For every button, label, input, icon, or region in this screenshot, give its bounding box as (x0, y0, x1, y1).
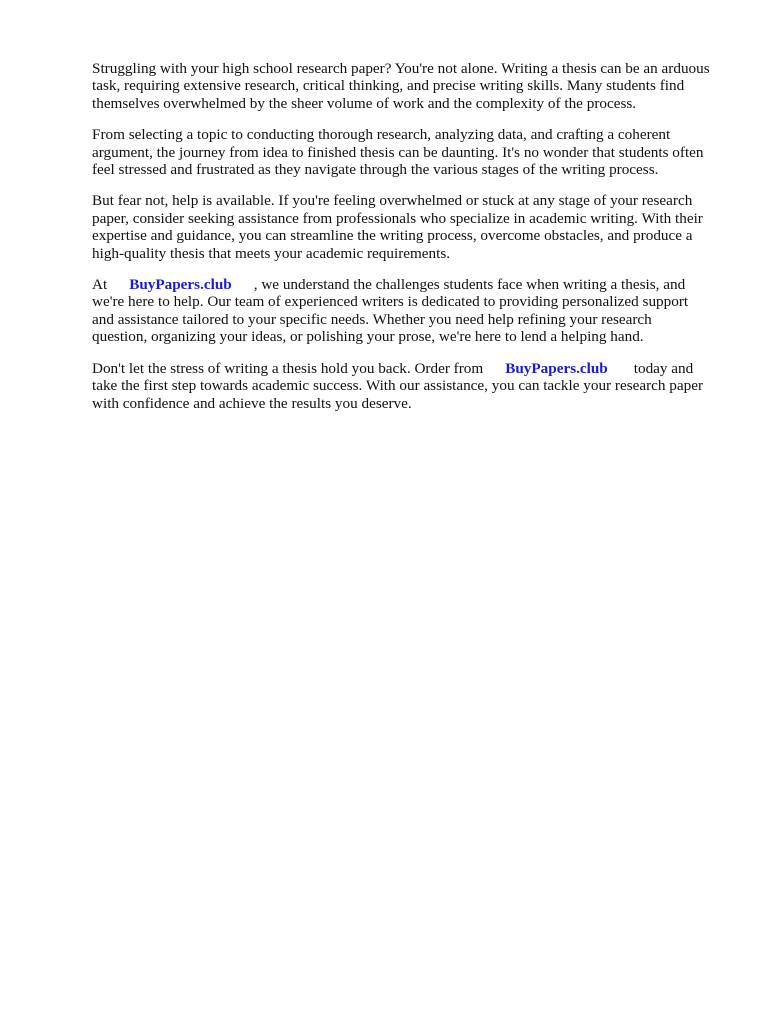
paragraph-4-line-4: question, organizing your ideas, or polishing your prose, we're here to lend a helping hand. (92, 328, 644, 346)
paragraph-5-line-2: take the first step towards academic success. With our assistance, you can tackle your research paper (92, 377, 704, 395)
document-body (92, 60, 732, 426)
paragraph-4-line-1 (92, 276, 732, 293)
paragraph-1 (92, 60, 732, 112)
paragraph-5-intro-text: Don't let the stress of writing a thesis hold you back. Order from (92, 359, 484, 377)
paragraph-5-line-1-rest: today and (633, 359, 694, 377)
buypapers-order-link[interactable]: BuyPapers.club (505, 359, 608, 377)
paragraph-2 (92, 126, 732, 178)
paragraph-4-intro-text: At (92, 276, 108, 294)
paragraph-2-line-1: From selecting a topic to conducting thorough research, analyzing data, and crafting a coherent (92, 126, 671, 144)
paragraph-1-line-3: themselves overwhelmed by the sheer volume of work and the complexity of the process. (92, 94, 637, 112)
paragraph-5 (92, 360, 732, 412)
paragraph-4-line-3: and assistance tailored to your specific needs. Whether you need help refining your research (92, 310, 652, 328)
buypapers-link[interactable]: BuyPapers.club (129, 276, 232, 294)
paragraph-2-line-2: argument, the journey from idea to finished thesis can be daunting. It's no wonder that students often (92, 143, 704, 161)
paragraph-3-line-4: high-quality thesis that meets your academic requirements. (92, 244, 451, 262)
paragraph-2-line-3: feel stressed and frustrated as they navigate through the various stages of the writing process. (92, 161, 659, 179)
paragraph-4-line-2: we're here to help. Our team of experienced writers is dedicated to providing personalized support (92, 293, 689, 311)
paragraph-3-line-1: But fear not, help is available. If you're feeling overwhelmed or stuck at any stage of your research (92, 192, 693, 210)
paragraph-3 (92, 192, 732, 262)
paragraph-5-line-3: with confidence and achieve the results you deserve. (92, 394, 412, 412)
paragraph-1-line-1: Struggling with your high school research paper? You're not alone. Writing a thesis can be an arduous (92, 60, 710, 77)
paragraph-5-line-1 (92, 360, 732, 377)
paragraph-4-line-1-rest: , we understand the challenges students face when writing a thesis, and (253, 276, 686, 294)
paragraph-1-line-2: task, requiring extensive research, critical thinking, and precise writing skills. Many students find (92, 77, 685, 95)
paragraph-3-line-3: expertise and guidance, you can streamline the writing process, overcome obstacles, and produce a (92, 227, 693, 245)
paragraph-4 (92, 276, 732, 346)
paragraph-3-line-2: paper, consider seeking assistance from professionals who specialize in academic writing. With their (92, 209, 703, 227)
